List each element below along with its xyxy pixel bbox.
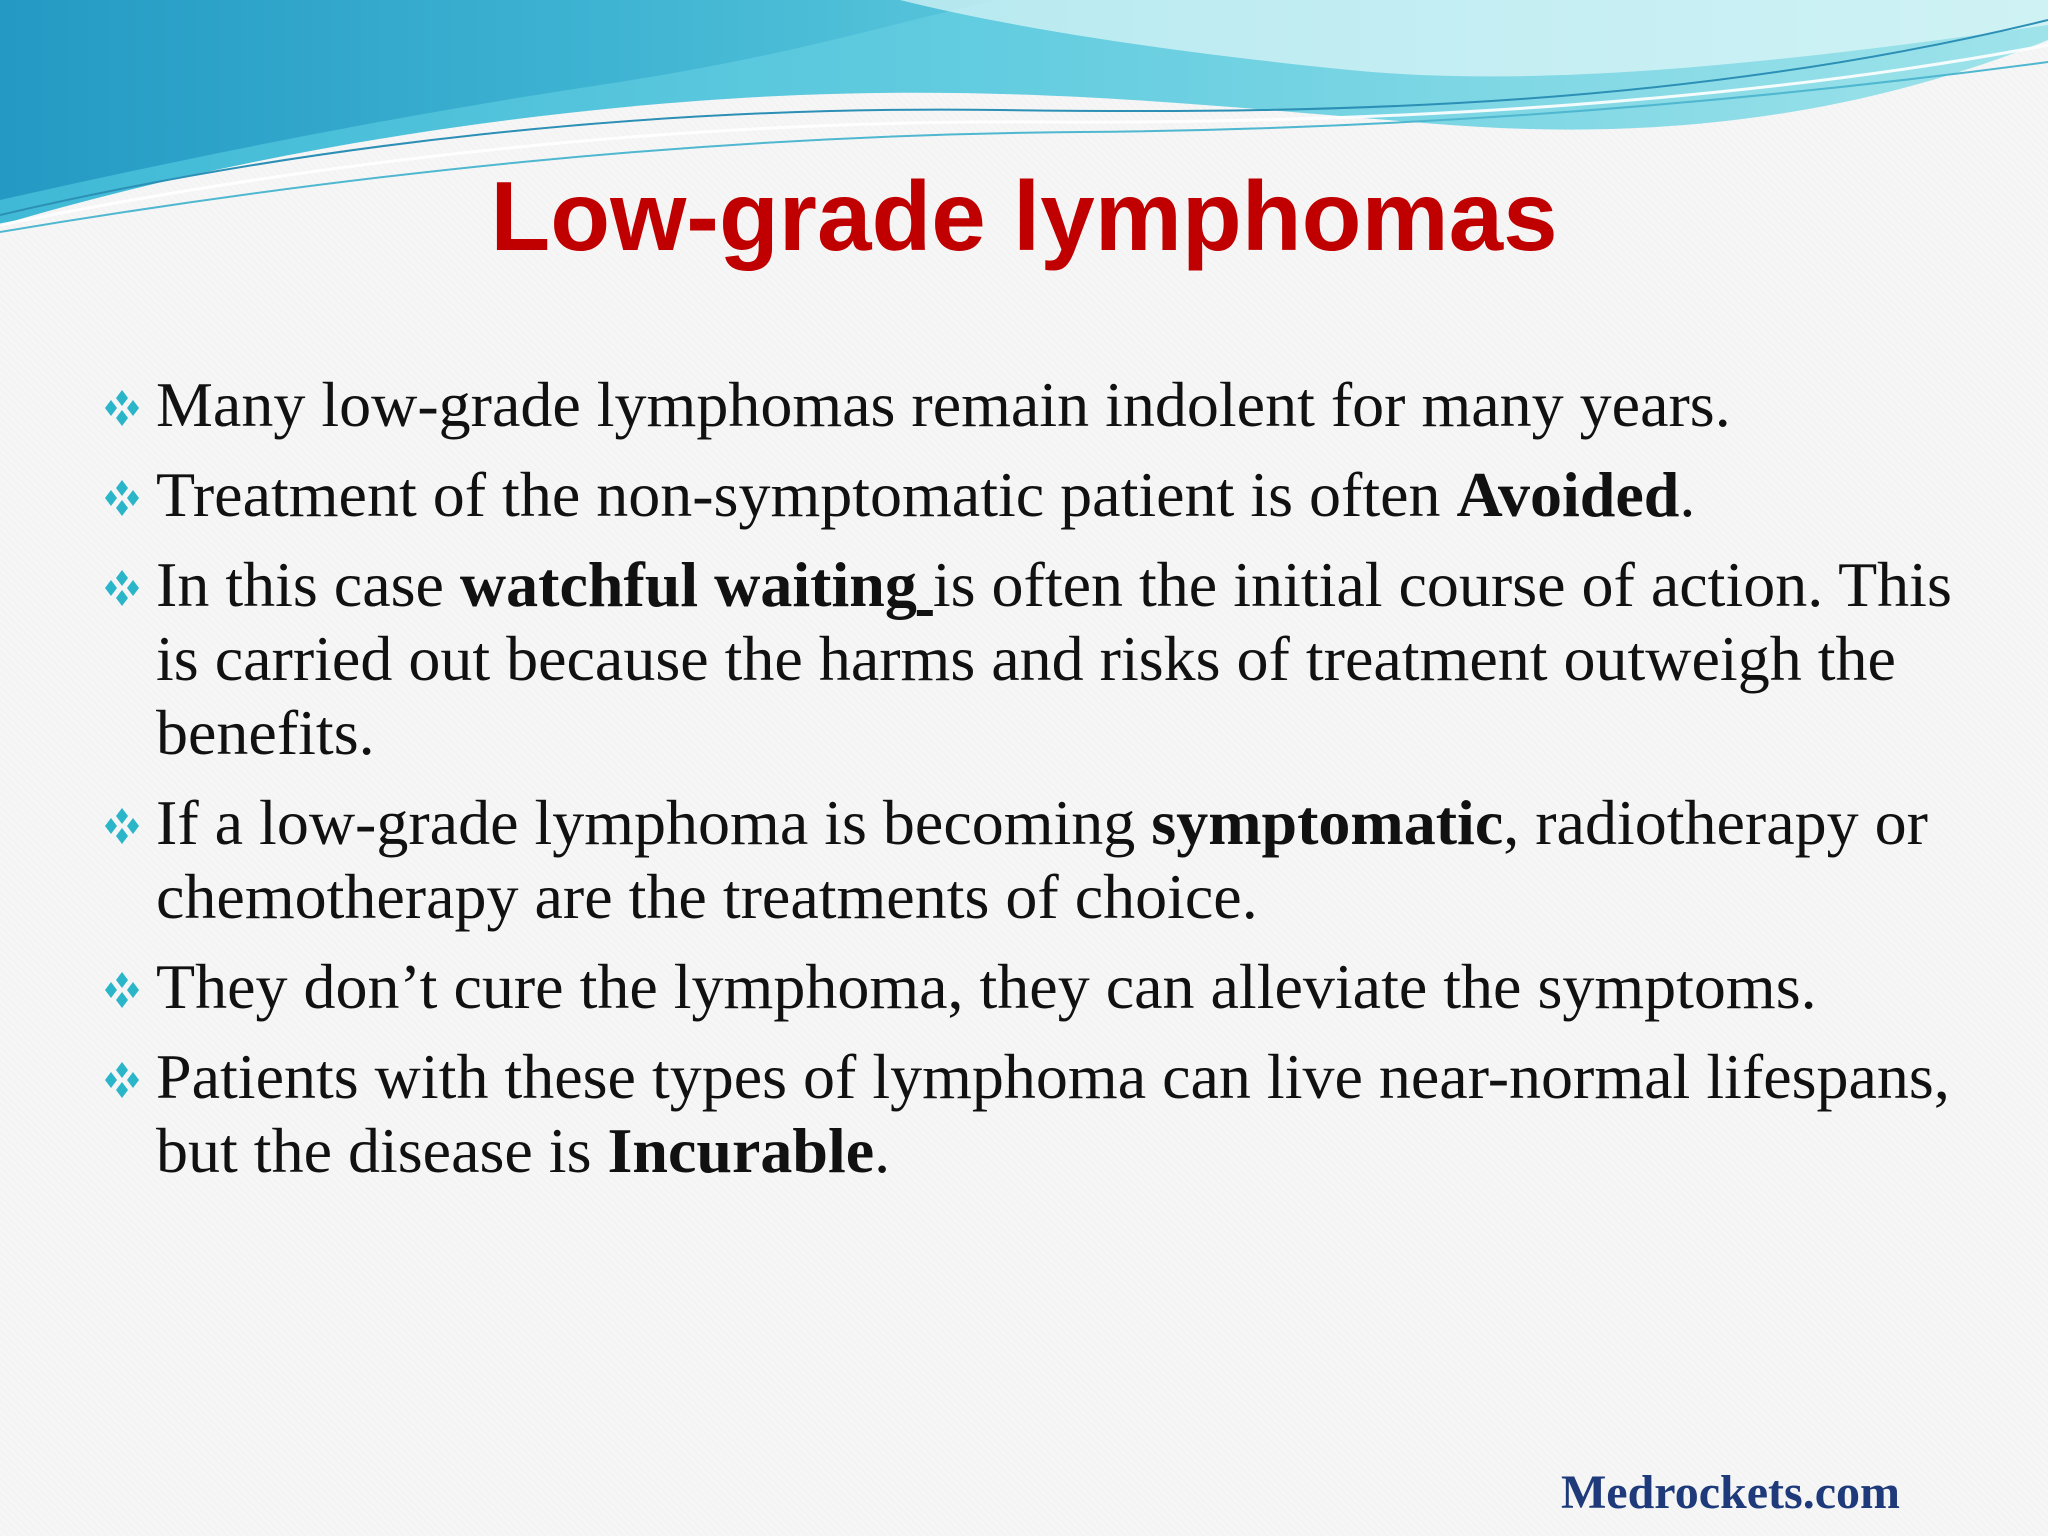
bullet-item	[96, 368, 1956, 442]
diamond-shape	[127, 818, 139, 834]
text-segment: .	[874, 1115, 891, 1186]
bullet-item	[96, 548, 1956, 770]
diamond-shape	[116, 480, 128, 496]
diamond-shape	[127, 982, 139, 998]
diamond-shape	[105, 490, 117, 506]
diamond-shape	[116, 972, 128, 988]
bullet-text	[156, 549, 1952, 768]
four-diamond-bullet-icon	[100, 806, 144, 846]
text-segment: If a low-grade lymphoma is becoming	[156, 787, 1152, 858]
diamond-shape	[116, 500, 128, 516]
bullet-list	[96, 368, 1956, 1204]
bold-text: Avoided	[1456, 459, 1680, 530]
text-segment	[917, 549, 933, 620]
bullet-item	[96, 458, 1956, 532]
diamond-shape	[105, 818, 117, 834]
bold-text: watchful waiting	[459, 549, 917, 620]
diamond-shape	[127, 1072, 139, 1088]
four-diamond-bullet-icon	[100, 970, 144, 1010]
bullet-item	[96, 950, 1956, 1024]
diamond-shape	[116, 992, 128, 1008]
bullet-text	[156, 369, 1731, 440]
diamond-shape	[116, 808, 128, 824]
diamond-shape	[116, 1082, 128, 1098]
four-diamond-bullet-icon	[100, 478, 144, 518]
text-segment: Patients with these types of lymphoma can live near-normal lifespans, but the disease is	[156, 1041, 1950, 1186]
text-segment: Treatment of the non-symptomatic patient is often	[156, 459, 1457, 530]
text-segment: In this case	[156, 549, 460, 620]
text-segment: is often the initial course of action. This is carried out because the harms and risks of treatment outweigh the benefits.	[156, 549, 1952, 768]
bullet-text	[156, 1041, 1950, 1186]
four-diamond-bullet-icon	[100, 388, 144, 428]
bold-text: Incurable	[607, 1115, 875, 1186]
diamond-shape	[127, 580, 139, 596]
diamond-shape	[105, 580, 117, 596]
diamond-shape	[116, 828, 128, 844]
text-segment: Many low-grade lymphomas remain indolent for many years.	[156, 369, 1731, 440]
slide-title-text: Low-grade lymphomas	[490, 161, 1558, 271]
bullet-text	[156, 459, 1695, 530]
text-segment: , radiotherapy or chemotherapy are the treatments of choice.	[156, 787, 1928, 932]
bullet-text	[156, 787, 1928, 932]
bullet-item	[96, 1040, 1956, 1188]
diamond-shape	[127, 490, 139, 506]
diamond-shape	[116, 570, 128, 586]
slide-title	[0, 160, 2048, 273]
diamond-shape	[127, 400, 139, 416]
diamond-shape	[105, 1072, 117, 1088]
bold-text: symptomatic	[1151, 787, 1504, 858]
diamond-shape	[105, 400, 117, 416]
text-segment: .	[1679, 459, 1696, 530]
diamond-shape	[116, 410, 128, 426]
diamond-shape	[116, 390, 128, 406]
bullet-text	[156, 951, 1817, 1022]
diamond-shape	[116, 1062, 128, 1078]
four-diamond-bullet-icon	[100, 1060, 144, 1100]
text-segment: They don’t cure the lymphoma, they can alleviate the symptoms.	[156, 951, 1817, 1022]
watermark[interactable]: Medrockets.com	[1561, 1466, 1900, 1519]
diamond-shape	[105, 982, 117, 998]
diamond-shape	[116, 590, 128, 606]
bullet-item	[96, 786, 1956, 934]
four-diamond-bullet-icon	[100, 568, 144, 608]
